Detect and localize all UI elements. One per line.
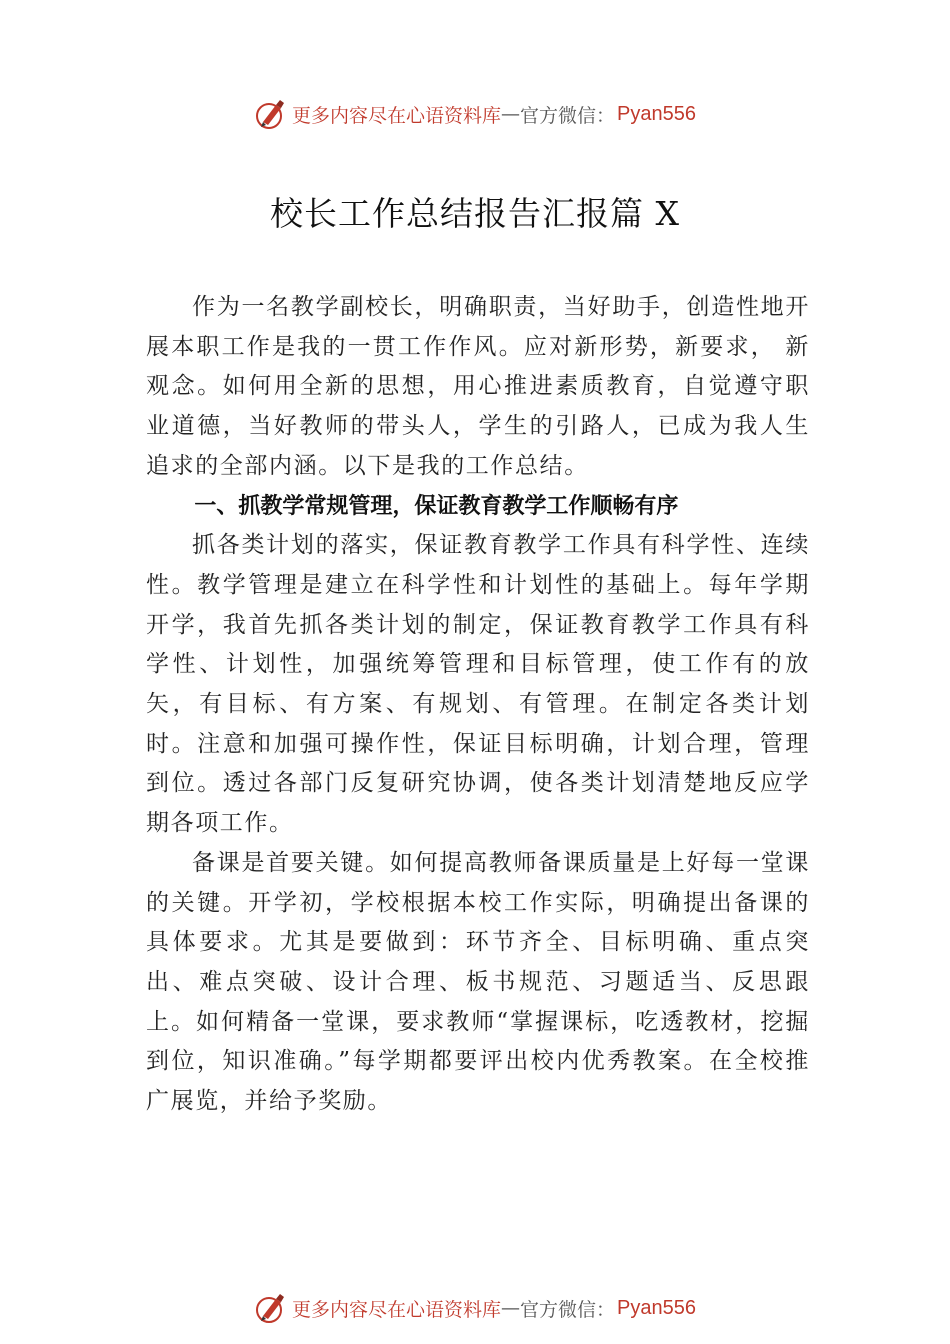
section-paragraph-lesson-prep: 备课是首要关键。如何提高教师备课质量是上好每一堂课的关键。开学初，学校根据本校工作实际，明确提出备课的具体要求。尤其是要做到：环节齐全、目标明确、重点突出、难点突破、设计合理、板书规范、习题适当、反思跟上。如何精备一堂课，要求教师“掌握课标，吃透教材，挖掘到位，知识准确。”每学期都要评出校内优秀教案。在全校推广展览，并给予奖励。 <box>146 849 810 1115</box>
watermark-dash: — <box>501 103 521 125</box>
document-title: 校长工作总结报告汇报篇 X <box>270 194 680 233</box>
pen-nib-logo-icon <box>254 1291 288 1325</box>
watermark-wechat-id: Pyan556 <box>617 102 696 125</box>
document-body <box>146 288 810 1122</box>
watermark-official-label: 官方微信： <box>520 1298 616 1321</box>
section-heading: 一、抓教学常规管理，保证教育教学工作顺畅有序 <box>194 493 679 519</box>
watermark-dash: — <box>501 1297 521 1319</box>
header-watermark <box>0 94 950 134</box>
footer-watermark <box>0 1288 950 1328</box>
pen-nib-logo-icon <box>254 97 288 131</box>
watermark-main-text: 更多内容尽在心语资料库 <box>292 104 502 127</box>
watermark-main-text: 更多内容尽在心语资料库 <box>292 1298 502 1321</box>
intro-paragraph: 作为一名教学副校长，明确职责，当好助手，创造性地开展本职工作是我的一贯工作作风。应对新形势，新要求， 新观念。如何用全新的思想，用心推进素质教育，自觉遵守职业道德，当好教师的带头人，学生的引路人，已成为我人生追求的全部内涵。以下是我的工作总结。 <box>146 294 810 479</box>
section-paragraph-planning: 抓各类计划的落实，保证教育教学工作具有科学性、连续性。教学管理是建立在科学性和计划性的基础上。每年学期开学，我首先抓各类计划的制定，保证教育教学工作具有科学性、计划性，加强统筹管理和目标管理，使工作有的放矢，有目标、有方案、有规划、有管理。在制定各类计划时。注意和加强可操作性，保证目标明确，计划合理，管理到位。透过各部门反复研究协调，使各类计划清楚地反应学期各项工作。 <box>146 532 810 837</box>
watermark-wechat-id: Pyan556 <box>617 1296 696 1319</box>
watermark-official-label: 官方微信： <box>520 104 616 127</box>
